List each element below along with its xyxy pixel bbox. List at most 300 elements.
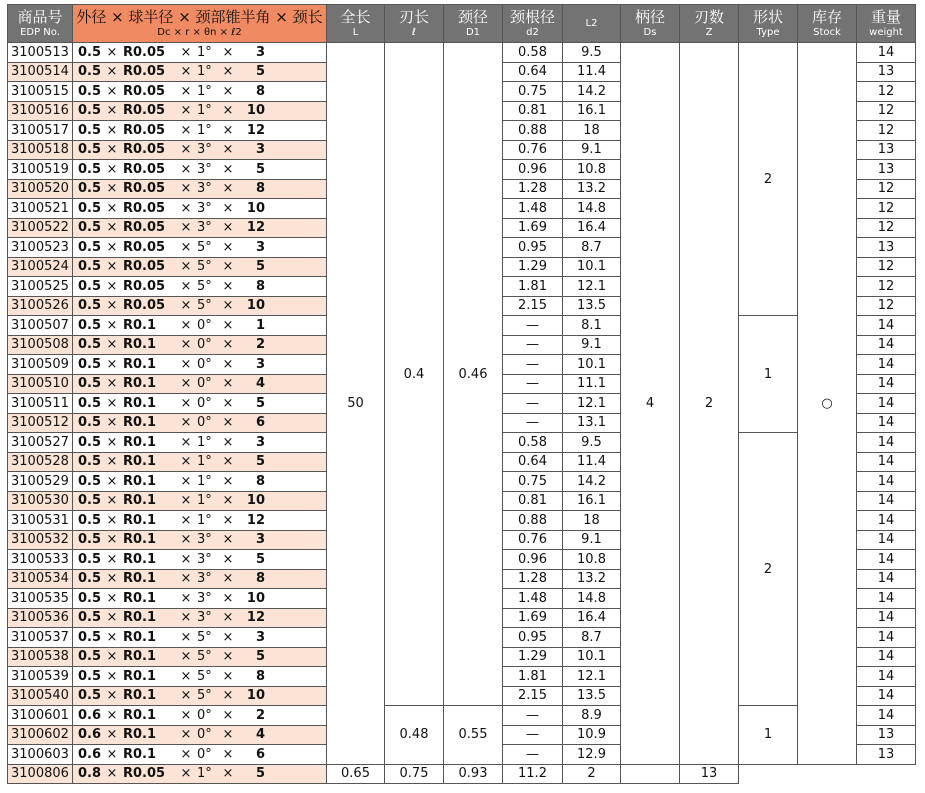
flute-length: 0.65 xyxy=(327,764,385,784)
times-symbol: × xyxy=(180,200,192,216)
times-symbol: × xyxy=(180,668,192,684)
angle-value: 0 xyxy=(197,376,206,392)
degree-symbol: ° xyxy=(205,64,212,80)
neck-root-diameter: 0.75 xyxy=(503,472,563,492)
degree-symbol: ° xyxy=(205,493,212,509)
weight-value: 12 xyxy=(857,218,916,238)
neck-root-diameter: — xyxy=(503,335,563,355)
edp-number: 3100527 xyxy=(8,433,73,453)
spec-dc: 0.5 xyxy=(77,454,101,470)
l2-value: 9.5 xyxy=(563,43,621,63)
header-weight: 重量 weight xyxy=(857,5,916,43)
spec-dc: 0.5 xyxy=(77,493,101,509)
spec-radius: R0.05 xyxy=(123,83,166,99)
degree-symbol: ° xyxy=(205,142,212,158)
spec-angle xyxy=(197,570,217,587)
spec-neck-length: 5 xyxy=(255,64,265,80)
spec-cell xyxy=(73,316,327,336)
edp-number: 3100514 xyxy=(8,62,73,82)
degree-symbol: ° xyxy=(205,376,212,392)
times-symbol: × xyxy=(106,532,118,548)
stock-value xyxy=(621,764,680,784)
spec-radius: R0.1 xyxy=(123,571,157,587)
spec-angle xyxy=(197,258,217,275)
angle-value: 1 xyxy=(197,83,206,99)
l2-value: 10.1 xyxy=(563,257,621,277)
weight-value: 14 xyxy=(857,491,916,511)
l2-value: 12.1 xyxy=(563,277,621,297)
angle-value: 5 xyxy=(197,278,206,294)
times-symbol: × xyxy=(222,278,234,294)
l2-value: 9.1 xyxy=(563,335,621,355)
spec-neck-length: 10 xyxy=(246,200,265,216)
spec-dc: 0.5 xyxy=(77,415,101,431)
spec-neck-length: 8 xyxy=(255,571,265,587)
neck-root-diameter: 0.75 xyxy=(503,82,563,102)
spec-neck-length: 3 xyxy=(255,532,265,548)
spec-dc: 0.6 xyxy=(77,707,101,723)
angle-value: 0 xyxy=(197,317,206,333)
angle-value: 1 xyxy=(197,122,206,138)
times-symbol: × xyxy=(222,415,234,431)
spec-radius: R0.1 xyxy=(123,551,157,567)
spec-angle xyxy=(197,375,217,392)
times-symbol: × xyxy=(222,668,234,684)
degree-symbol: ° xyxy=(205,766,212,782)
edp-number: 3100529 xyxy=(8,472,73,492)
angle-value: 3 xyxy=(197,161,206,177)
angle-value: 3 xyxy=(197,181,206,197)
spec-angle xyxy=(197,239,217,256)
edp-number: 3100521 xyxy=(8,199,73,219)
spec-neck-length: 10 xyxy=(246,493,265,509)
spec-radius: R0.1 xyxy=(123,473,157,489)
l2-value: 8.1 xyxy=(563,316,621,336)
times-symbol: × xyxy=(106,571,118,587)
edp-number: 3100528 xyxy=(8,452,73,472)
times-symbol: × xyxy=(222,551,234,567)
angle-value: 0 xyxy=(197,395,206,411)
spec-cell xyxy=(73,628,327,648)
spec-angle xyxy=(197,765,217,782)
spec-neck-length: 3 xyxy=(255,356,265,372)
degree-symbol: ° xyxy=(205,356,212,372)
times-symbol: × xyxy=(222,707,234,723)
times-symbol: × xyxy=(180,629,192,645)
spec-angle xyxy=(197,551,217,568)
header-overall-length: 全长 L xyxy=(327,5,385,43)
times-symbol: × xyxy=(222,44,234,60)
spec-dc: 0.5 xyxy=(77,610,101,626)
spec-angle xyxy=(197,668,217,685)
spec-angle xyxy=(197,414,217,431)
edp-number: 3100515 xyxy=(8,82,73,102)
overall-length: 50 xyxy=(327,43,385,765)
spec-angle xyxy=(197,492,217,509)
angle-value: 1 xyxy=(197,766,206,782)
spec-angle xyxy=(197,512,217,529)
degree-symbol: ° xyxy=(205,317,212,333)
spec-neck-length: 8 xyxy=(255,83,265,99)
times-symbol: × xyxy=(180,64,192,80)
times-symbol: × xyxy=(222,512,234,528)
header-l2: L2 xyxy=(563,5,621,43)
spec-neck-length: 5 xyxy=(255,259,265,275)
times-symbol: × xyxy=(106,337,118,353)
spec-neck-length: 6 xyxy=(255,746,265,762)
times-symbol: × xyxy=(222,220,234,236)
degree-symbol: ° xyxy=(205,181,212,197)
spec-cell xyxy=(73,160,327,180)
edp-number: 3100806 xyxy=(8,764,73,784)
spec-radius: R0.05 xyxy=(123,766,166,782)
spec-cell xyxy=(73,121,327,141)
spec-cell xyxy=(73,667,327,687)
angle-value: 3 xyxy=(197,532,206,548)
spec-radius: R0.1 xyxy=(123,532,157,548)
weight-value: 14 xyxy=(857,394,916,414)
neck-root-diameter: 1.28 xyxy=(503,179,563,199)
spec-radius: R0.1 xyxy=(123,454,157,470)
times-symbol: × xyxy=(106,512,118,528)
spec-radius: R0.1 xyxy=(123,707,157,723)
edp-number: 3100537 xyxy=(8,628,73,648)
spec-cell xyxy=(73,413,327,433)
spec-dc: 0.5 xyxy=(77,44,101,60)
spec-cell xyxy=(73,140,327,160)
neck-root-diameter: 0.96 xyxy=(503,160,563,180)
spec-cell xyxy=(73,647,327,667)
weight-value: 12 xyxy=(857,277,916,297)
degree-symbol: ° xyxy=(205,337,212,353)
angle-value: 0 xyxy=(197,707,206,723)
times-symbol: × xyxy=(106,122,118,138)
spec-dc: 0.5 xyxy=(77,571,101,587)
degree-symbol: ° xyxy=(205,278,212,294)
edp-number: 3100518 xyxy=(8,140,73,160)
spec-dc: 0.5 xyxy=(77,649,101,665)
times-symbol: × xyxy=(106,161,118,177)
l2-value: 13.2 xyxy=(563,569,621,589)
l2-value: 9.1 xyxy=(563,140,621,160)
spec-dc: 0.5 xyxy=(77,629,101,645)
angle-value: 1 xyxy=(197,64,206,80)
degree-symbol: ° xyxy=(205,746,212,762)
header-shank-diameter: 柄径 Ds xyxy=(621,5,680,43)
spec-radius: R0.1 xyxy=(123,668,157,684)
spec-radius: R0.05 xyxy=(123,298,166,314)
l2-value: 10.1 xyxy=(563,647,621,667)
degree-symbol: ° xyxy=(205,395,212,411)
degree-symbol: ° xyxy=(205,239,212,255)
weight-value: 12 xyxy=(857,101,916,121)
angle-value: 5 xyxy=(197,259,206,275)
spec-dc: 0.5 xyxy=(77,668,101,684)
neck-root-diameter: — xyxy=(503,413,563,433)
spec-angle xyxy=(197,297,217,314)
spec-angle xyxy=(197,590,217,607)
times-symbol: × xyxy=(106,181,118,197)
spec-cell xyxy=(73,374,327,394)
spec-dc: 0.5 xyxy=(77,473,101,489)
spec-cell xyxy=(73,238,327,258)
edp-number: 3100533 xyxy=(8,550,73,570)
spec-cell xyxy=(73,725,327,745)
spec-dc: 0.5 xyxy=(77,83,101,99)
times-symbol: × xyxy=(106,220,118,236)
table-row xyxy=(8,43,916,63)
degree-symbol: ° xyxy=(205,629,212,645)
edp-number: 3100519 xyxy=(8,160,73,180)
edp-number: 3100535 xyxy=(8,589,73,609)
degree-symbol: ° xyxy=(205,707,212,723)
neck-root-diameter: 1.81 xyxy=(503,667,563,687)
neck-root-diameter: 0.64 xyxy=(503,452,563,472)
weight-value: 14 xyxy=(857,647,916,667)
times-symbol: × xyxy=(180,415,192,431)
l2-value: 11.1 xyxy=(563,374,621,394)
angle-value: 1 xyxy=(197,512,206,528)
weight-value: 12 xyxy=(857,296,916,316)
spec-dc: 0.8 xyxy=(77,766,101,782)
table-body xyxy=(8,43,916,784)
times-symbol: × xyxy=(180,610,192,626)
times-symbol: × xyxy=(180,766,192,782)
times-symbol: × xyxy=(222,532,234,548)
degree-symbol: ° xyxy=(205,103,212,119)
degree-symbol: ° xyxy=(205,688,212,704)
spec-radius: R0.1 xyxy=(123,590,157,606)
angle-value: 3 xyxy=(197,571,206,587)
spec-dc: 0.5 xyxy=(77,239,101,255)
spec-neck-length: 5 xyxy=(255,766,265,782)
l2-value: 13.5 xyxy=(563,686,621,706)
angle-value: 0 xyxy=(197,746,206,762)
spec-radius: R0.05 xyxy=(123,220,166,236)
spec-cell xyxy=(73,608,327,628)
edp-number: 3100520 xyxy=(8,179,73,199)
times-symbol: × xyxy=(180,688,192,704)
spec-cell xyxy=(73,530,327,550)
spec-cell xyxy=(73,569,327,589)
spec-cell xyxy=(73,199,327,219)
header-flute-length: 刃长 ℓ xyxy=(385,5,444,43)
spec-neck-length: 5 xyxy=(255,649,265,665)
spec-radius: R0.1 xyxy=(123,610,157,626)
spec-radius: R0.05 xyxy=(123,44,166,60)
times-symbol: × xyxy=(180,571,192,587)
angle-value: 3 xyxy=(197,220,206,236)
weight-value: 13 xyxy=(680,764,739,784)
spec-neck-length: 3 xyxy=(255,44,265,60)
header-neck-root-diameter: 颈根径 d2 xyxy=(503,5,563,43)
times-symbol: × xyxy=(222,142,234,158)
type-value: 1 xyxy=(739,706,798,765)
table-row xyxy=(8,706,916,726)
spec-dc: 0.5 xyxy=(77,356,101,372)
times-symbol: × xyxy=(106,707,118,723)
spec-cell xyxy=(73,62,327,82)
edp-number: 3100508 xyxy=(8,335,73,355)
l2-value: 9.5 xyxy=(563,433,621,453)
edp-number: 3100510 xyxy=(8,374,73,394)
times-symbol: × xyxy=(180,317,192,333)
neck-root-diameter: 0.93 xyxy=(444,764,503,784)
times-symbol: × xyxy=(106,83,118,99)
flute-length: 0.4 xyxy=(385,43,444,706)
spec-dc: 0.5 xyxy=(77,317,101,333)
degree-symbol: ° xyxy=(205,200,212,216)
angle-value: 5 xyxy=(197,629,206,645)
spec-neck-length: 10 xyxy=(246,688,265,704)
times-symbol: × xyxy=(106,44,118,60)
times-symbol: × xyxy=(106,766,118,782)
edp-number: 3100526 xyxy=(8,296,73,316)
times-symbol: × xyxy=(222,103,234,119)
weight-value: 13 xyxy=(857,160,916,180)
spec-dc: 0.5 xyxy=(77,220,101,236)
spec-angle xyxy=(197,687,217,704)
spec-angle xyxy=(197,317,217,334)
times-symbol: × xyxy=(222,610,234,626)
weight-value: 14 xyxy=(857,628,916,648)
degree-symbol: ° xyxy=(205,532,212,548)
spec-angle xyxy=(197,219,217,236)
neck-root-diameter: 0.88 xyxy=(503,511,563,531)
times-symbol: × xyxy=(106,200,118,216)
degree-symbol: ° xyxy=(205,161,212,177)
spec-angle xyxy=(197,629,217,646)
spec-angle xyxy=(197,200,217,217)
times-symbol: × xyxy=(222,395,234,411)
times-symbol: × xyxy=(106,688,118,704)
edp-number: 3100517 xyxy=(8,121,73,141)
neck-root-diameter: — xyxy=(503,316,563,336)
times-symbol: × xyxy=(106,668,118,684)
times-symbol: × xyxy=(222,629,234,645)
spec-dc: 0.5 xyxy=(77,161,101,177)
times-symbol: × xyxy=(222,64,234,80)
neck-root-diameter: — xyxy=(503,394,563,414)
edp-number: 3100534 xyxy=(8,569,73,589)
weight-value: 14 xyxy=(857,43,916,63)
times-symbol: × xyxy=(222,766,234,782)
header-type: 形状 Type xyxy=(739,5,798,43)
edp-number: 3100602 xyxy=(8,725,73,745)
neck-root-diameter: 1.69 xyxy=(503,218,563,238)
spec-dc: 0.5 xyxy=(77,590,101,606)
times-symbol: × xyxy=(222,434,234,450)
spec-radius: R0.05 xyxy=(123,181,166,197)
neck-root-diameter: — xyxy=(503,355,563,375)
degree-symbol: ° xyxy=(205,610,212,626)
weight-value: 14 xyxy=(857,413,916,433)
times-symbol: × xyxy=(106,64,118,80)
times-symbol: × xyxy=(180,259,192,275)
degree-symbol: ° xyxy=(205,44,212,60)
neck-root-diameter: 0.81 xyxy=(503,101,563,121)
spec-radius: R0.05 xyxy=(123,64,166,80)
spec-dc: 0.5 xyxy=(77,395,101,411)
spec-angle xyxy=(197,63,217,80)
angle-value: 3 xyxy=(197,551,206,567)
edp-number: 3100507 xyxy=(8,316,73,336)
neck-root-diameter: 1.69 xyxy=(503,608,563,628)
l2-value: 8.7 xyxy=(563,238,621,258)
spec-dc: 0.5 xyxy=(77,64,101,80)
spec-neck-length: 8 xyxy=(255,668,265,684)
spec-neck-length: 8 xyxy=(255,181,265,197)
spec-neck-length: 12 xyxy=(246,220,265,236)
l2-value: 18 xyxy=(563,511,621,531)
neck-root-diameter: 0.81 xyxy=(503,491,563,511)
spec-dc: 0.5 xyxy=(77,298,101,314)
weight-value: 12 xyxy=(857,199,916,219)
times-symbol: × xyxy=(222,688,234,704)
times-symbol: × xyxy=(180,746,192,762)
angle-value: 3 xyxy=(197,590,206,606)
l2-value: 11.4 xyxy=(563,62,621,82)
spec-radius: R0.05 xyxy=(123,200,166,216)
weight-value: 14 xyxy=(857,511,916,531)
edp-number: 3100509 xyxy=(8,355,73,375)
spec-cell xyxy=(73,296,327,316)
times-symbol: × xyxy=(222,337,234,353)
spec-radius: R0.1 xyxy=(123,356,157,372)
spec-angle xyxy=(197,648,217,665)
degree-symbol: ° xyxy=(205,83,212,99)
neck-diameter: 0.75 xyxy=(385,764,444,784)
times-symbol: × xyxy=(180,707,192,723)
times-symbol: × xyxy=(222,727,234,743)
l2-value: 14.2 xyxy=(563,472,621,492)
spec-neck-length: 5 xyxy=(255,551,265,567)
neck-root-diameter: 2.15 xyxy=(503,686,563,706)
spec-dc: 0.5 xyxy=(77,103,101,119)
times-symbol: × xyxy=(106,395,118,411)
times-symbol: × xyxy=(222,122,234,138)
spec-dc: 0.5 xyxy=(77,688,101,704)
spec-angle xyxy=(197,122,217,139)
degree-symbol: ° xyxy=(205,122,212,138)
times-symbol: × xyxy=(106,610,118,626)
spec-cell xyxy=(73,335,327,355)
neck-root-diameter: 1.29 xyxy=(503,647,563,667)
weight-value: 14 xyxy=(857,433,916,453)
l2-value: 10.8 xyxy=(563,160,621,180)
times-symbol: × xyxy=(106,629,118,645)
times-symbol: × xyxy=(106,493,118,509)
times-symbol: × xyxy=(222,376,234,392)
times-symbol: × xyxy=(106,434,118,450)
times-symbol: × xyxy=(180,493,192,509)
degree-symbol: ° xyxy=(205,473,212,489)
l2-value: 14.2 xyxy=(563,82,621,102)
spec-cell xyxy=(73,491,327,511)
spec-radius: R0.05 xyxy=(123,103,166,119)
spec-cell xyxy=(73,43,327,63)
spec-angle xyxy=(197,395,217,412)
times-symbol: × xyxy=(106,278,118,294)
spec-dc: 0.6 xyxy=(77,746,101,762)
edp-number: 3100530 xyxy=(8,491,73,511)
spec-cell xyxy=(73,257,327,277)
l2-value: 13.1 xyxy=(563,413,621,433)
neck-root-diameter: 1.81 xyxy=(503,277,563,297)
degree-symbol: ° xyxy=(205,220,212,236)
spec-neck-length: 3 xyxy=(255,629,265,645)
times-symbol: × xyxy=(222,181,234,197)
